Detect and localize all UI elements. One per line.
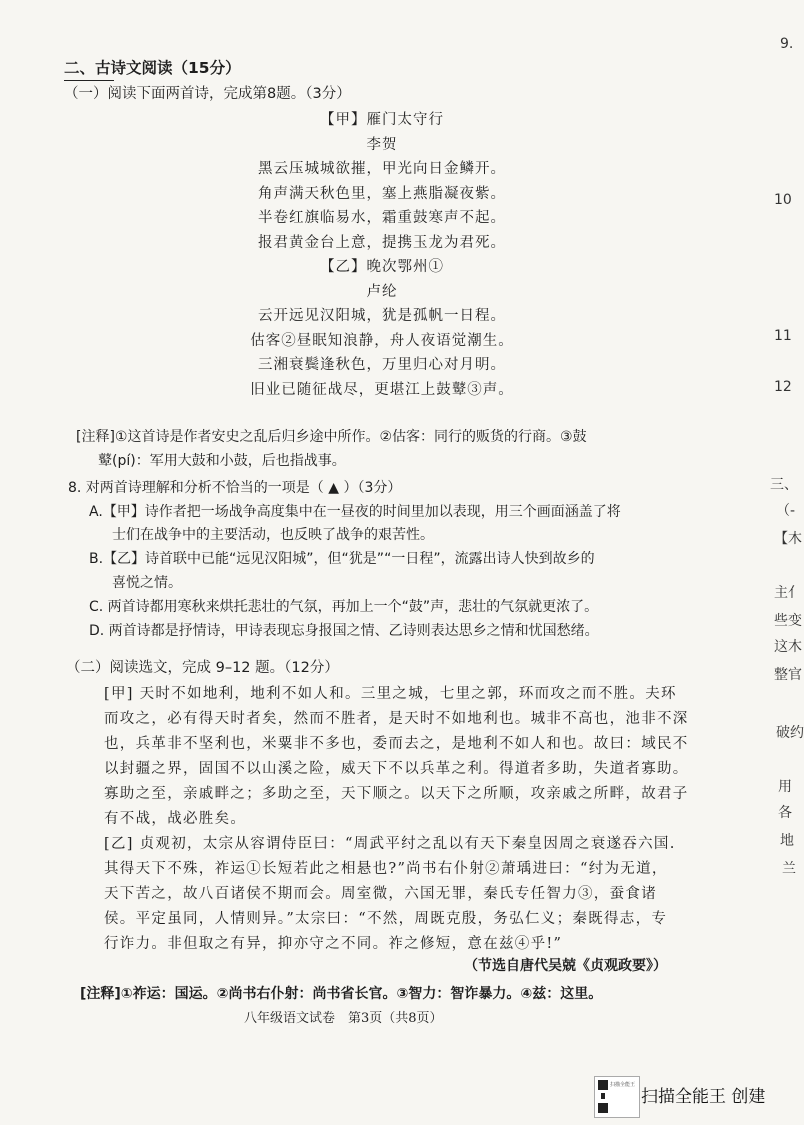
edge-text: 用 [778, 779, 792, 795]
note1-line: 鼙(pí)：军用大鼓和小鼓，后也指战事。 [98, 453, 346, 469]
edge-q9: 9. [780, 36, 794, 52]
part1-instruction: （一）阅读下面两首诗，完成第8题。（3分） [64, 86, 351, 102]
poemB-author: 卢纶 [366, 284, 398, 300]
poemB-line: 云开远见汉阳城，犹是孤帆一日程。 [258, 308, 506, 324]
poemA-line: 半卷红旗临易水，霜重鼓寒声不起。 [258, 210, 506, 226]
poemA-line: 报君黄金台上意，提携玉龙为君死。 [258, 235, 506, 251]
edge-section3: 三、 [770, 477, 798, 493]
edge-q12: 12 [774, 379, 792, 395]
q8-option-b-cont: 喜悦之情。 [112, 575, 182, 591]
poemA-line: 黑云压城城欲摧，甲光向日金鳞开。 [258, 161, 506, 177]
q8-option-d: D. 两首诗都是抒情诗，甲诗表现忘身报国之情、乙诗则表达思乡之情和忧国愁绪。 [89, 623, 599, 639]
note1-line: [注释]①这首诗是作者安史之乱后归乡途中所作。②估客：同行的贩货的行商。③鼓 [76, 429, 587, 445]
poemB-line: 估客②昼眠知浪静，舟人夜语觉潮生。 [250, 333, 514, 349]
textB-line: 侯。平定虽同，人情则异。”太宗曰：“不然，周既克殷，务弘仁义；秦既得志，专 [104, 911, 668, 927]
textB-line: 行诈力。非但取之有异，抑亦守之不同。祚之修短，意在兹④乎!” [104, 936, 563, 952]
edge-text: 整官 [774, 667, 802, 683]
poemA-author: 李贺 [366, 137, 398, 153]
textA-line: 寡助之至，亲戚畔之；多助之至，天下顺之。以天下之所顺，攻亲戚之所畔，故君子 [104, 786, 689, 802]
edge-q11: 11 [774, 328, 792, 344]
edge-text: 这木 [774, 639, 802, 655]
edge-text: 地 [780, 833, 794, 849]
poemB-line: 三湘衰鬓逢秋色，万里归心对月明。 [258, 357, 506, 373]
page-footer: 八年级语文试卷 第3页（共8页） [244, 1011, 443, 1026]
edge-text: 兰 [782, 861, 796, 877]
q8-option-b: B.【乙】诗首联中已能“远见汉阳城”，但“犹是”“一日程”，流露出诗人快到故乡的 [89, 551, 595, 567]
poemB-title: 【乙】晚次鄂州① [320, 259, 444, 275]
edge-q10: 10 [774, 192, 792, 208]
poemA-line: 角声满天秋色里，塞上燕脂凝夜紫。 [258, 186, 506, 202]
textA-line: 而攻之，必有得天时者矣，然而不胜者，是天时不如地利也。城非不高也，池非不深 [104, 711, 689, 727]
q8-option-a: A.【甲】诗作者把一场战争高度集中在一昼夜的时间里加以表现，用三个画面涵盖了将 [89, 504, 621, 520]
edge-text: 破约 [776, 725, 804, 741]
note2: [注释]①祚运：国运。②尚书右仆射：尚书省长官。③智力：智诈暴力。④兹：这里。 [80, 986, 603, 1002]
q8-option-c: C. 两首诗都用寒秋来烘托悲壮的气氛，再加上一个“鼓”声，悲壮的气氛就更浓了。 [89, 599, 599, 615]
source-citation: （节选自唐代吴兢《贞观政要》） [464, 958, 667, 974]
part2-instruction: （二）阅读选文，完成 9–12 题。（12分） [66, 660, 339, 676]
textB-line: 其得天下不殊，祚运①长短若此之相悬也?”尚书右仆射②萧瑀进曰：“纣为无道， [104, 861, 668, 877]
poemB-line: 旧业已随征战尽，更堪江上鼓鼙③声。 [250, 382, 514, 398]
textA-line: 有不战，战必胜矣。 [104, 811, 247, 827]
divider [64, 80, 114, 81]
poemA-title: 【甲】雁门太守行 [320, 112, 444, 128]
section-title: 二、古诗文阅读（15分） [64, 59, 241, 77]
textA-line: 以封疆之界，固国不以山溪之险，威天下不以兵革之利。得道者多助，失道者寡助。 [104, 761, 689, 777]
edge-bracket: 【木 [774, 531, 802, 547]
textA-line: 也，兵革非不坚利也，米粟非不多也，委而去之，是地利不如人和也。故曰：域民不 [104, 736, 689, 752]
q8-option-a-cont: 士们在战争中的主要活动，也反映了战争的艰苦性。 [112, 527, 434, 543]
textA-line: [甲] 天时不如地利，地利不如人和。三里之城，七里之郭，环而攻之而不胜。夫环 [104, 686, 677, 702]
edge-text: 主亻 [774, 585, 802, 601]
scanner-logo [594, 1076, 640, 1118]
textB-line: [乙] 贞观初，太宗从容谓侍臣曰：“周武平纣之乱以有天下秦皇因周之衰遂吞六国. [104, 836, 676, 852]
scanner-watermark: 扫描全能王 创建 [641, 1087, 766, 1107]
q8-stem: 8. 对两首诗理解和分析不恰当的一项是（ ▲ ）（3分） [68, 480, 402, 496]
edge-text: 些变 [774, 613, 802, 629]
textB-line: 天下苦之，故八百诸侯不期而会。周室微，六国无罪，秦氏专任智力③，蚕食诸 [104, 886, 657, 902]
scanner-logo-text: 扫描全能王 [610, 1082, 636, 1088]
edge-part: （- [776, 503, 796, 519]
edge-text: 各 [778, 805, 792, 821]
